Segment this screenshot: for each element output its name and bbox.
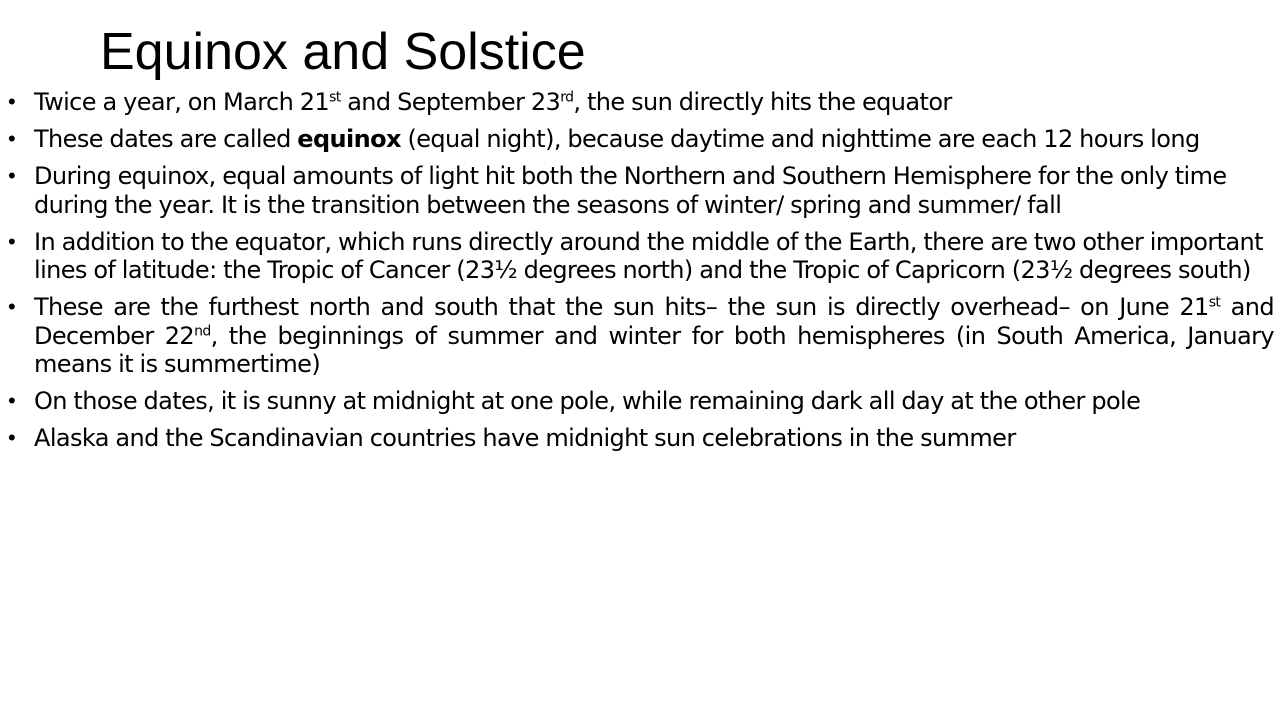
- bullet-text: and September 23: [340, 88, 561, 116]
- bullet-text: and December 22: [34, 293, 1274, 350]
- bullet-text: (equal night), because daytime and nighttime are each 12 hours long: [400, 125, 1200, 153]
- bullet-text: These dates are called: [34, 125, 298, 153]
- bullet-polar-day: • On those dates, it is sunny at midnight at one pole, while remaining dark all day at the other pole: [34, 387, 1274, 416]
- bullet-text: These are the furthest north and south that the sun hits– the sun is directly overhead– on June 21: [34, 293, 1209, 321]
- bold-term: equinox: [297, 125, 401, 153]
- bullet-text: , the sun directly hits the equator: [573, 88, 952, 116]
- slide-title: Equinox and Solstice: [100, 23, 586, 81]
- ordinal-suffix: rd: [560, 89, 574, 106]
- ordinal-suffix: st: [329, 89, 341, 106]
- bullet-tropics: • In addition to the equator, which runs directly around the middle of the Earth, there are two other important lines of latitude: the Tropic of Cancer (23½ degrees north) and the Tropic of Capricorn (23½ degrees south): [34, 228, 1274, 285]
- bullet-equinox-dates: [34, 88, 1274, 117]
- bullet-text: Twice a year, on March 21: [34, 88, 330, 116]
- ordinal-suffix: st: [1208, 294, 1221, 311]
- ordinal-suffix: nd: [194, 322, 211, 339]
- bullet-solstice-dates: [34, 293, 1274, 379]
- bullet-equinox-definition: [34, 125, 1274, 154]
- bullet-text: , the beginnings of summer and winter for both hemispheres (in South America, January means it is summertime): [34, 321, 1274, 378]
- bullet-list: [34, 88, 1274, 461]
- bullet-midnight-sun: • Alaska and the Scandinavian countries have midnight sun celebrations in the summer: [34, 424, 1274, 453]
- bullet-equal-light: • During equinox, equal amounts of light hit both the Northern and Southern Hemisphere for the only time during the year. It is the transition between the seasons of winter/ spring and summer/ fall: [34, 162, 1274, 219]
